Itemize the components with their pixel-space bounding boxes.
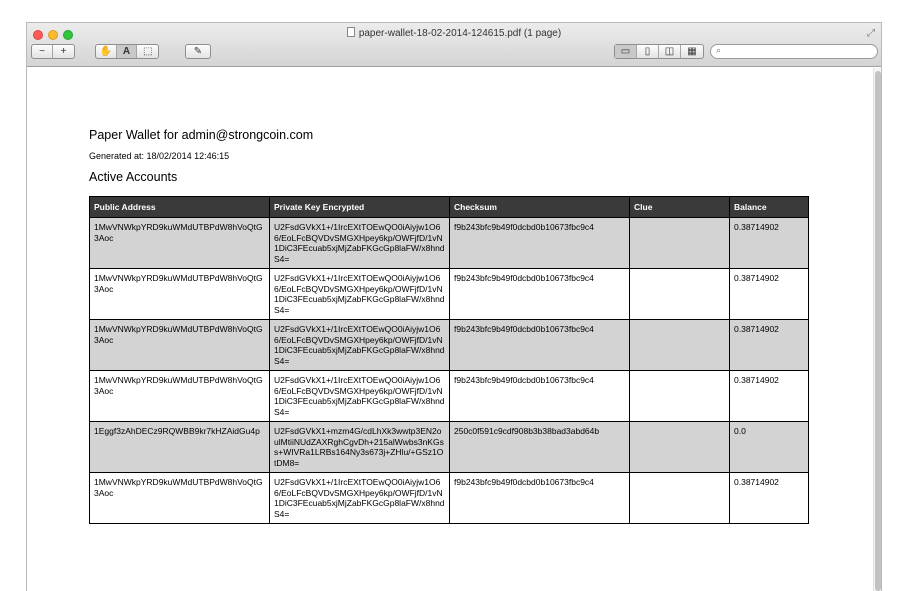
cell-clue — [630, 269, 730, 320]
rect-select-icon: ⬚ — [142, 46, 153, 57]
section-heading: Active Accounts — [89, 170, 178, 184]
vertical-scrollbar[interactable] — [873, 68, 881, 591]
cell-checksum: f9b243bfc9b49f0dcbd0b10673fbc9c4 — [450, 320, 630, 371]
scroll-tool-button[interactable] — [96, 45, 117, 58]
zoom-in-button[interactable] — [53, 45, 74, 58]
table-row — [90, 422, 809, 473]
table-row — [90, 269, 809, 320]
window-title — [27, 27, 881, 39]
column-header-clue: Clue — [630, 197, 730, 218]
scrollbar-thumb[interactable] — [875, 71, 881, 591]
pencil-icon: ✎ — [193, 46, 203, 57]
document-title: Paper Wallet for admin@strongcoin.com — [89, 128, 314, 142]
sidebar-icon: ▯ — [644, 46, 651, 57]
grid-icon: ▦ — [687, 46, 697, 57]
table-row — [90, 371, 809, 422]
cell-private-key: U2FsdGVkX1+/1IrcEXtTOEwQO0iAiyjw1O66/EoLFcBQVDvSMGXHpey6kp/OWFjfD/1vN1DiC3FEcuab5xjMjZabFKGcGp8laFW/x8hndS4= — [270, 269, 450, 320]
table-row — [90, 473, 809, 524]
cell-balance: 0.0 — [730, 422, 809, 473]
cell-checksum: 250c0f591c9cdf908b3b38bad3abd64b — [450, 422, 630, 473]
window-title-text: paper-wallet-18-02-2014-124615.pdf (1 page) — [358, 28, 562, 39]
preview-window — [26, 22, 882, 591]
view-button-group — [614, 44, 704, 59]
single-page-view-button[interactable] — [615, 45, 637, 58]
cell-private-key: U2FsdGVkX1+/1IrcEXtTOEwQO0iAiyjw1O66/EoLFcBQVDvSMGXHpey6kp/OWFjfD/1vN1DiC3FEcuab5xjMjZabFKGcGp8laFW/x8hndS4= — [270, 473, 450, 524]
cell-public-address: 1Eggf3zAhDECz9RQWBB9kr7kHZAidGu4p — [90, 422, 270, 473]
pdf-page — [27, 68, 874, 591]
cell-balance: 0.38714902 — [730, 371, 809, 422]
cell-public-address: 1MwVNWkpYRD9kuWMdUTBPdW8hVoQtG3Aoc — [90, 269, 270, 320]
table-row — [90, 320, 809, 371]
cell-balance: 0.38714902 — [730, 320, 809, 371]
cell-public-address: 1MwVNWkpYRD9kuWMdUTBPdW8hVoQtG3Aoc — [90, 320, 270, 371]
cell-balance: 0.38714902 — [730, 473, 809, 524]
contact-sheet-view-button[interactable] — [681, 45, 703, 58]
table-row — [90, 218, 809, 269]
cell-public-address: 1MwVNWkpYRD9kuWMdUTBPdW8hVoQtG3Aoc — [90, 218, 270, 269]
two-page-view-button[interactable] — [659, 45, 681, 58]
cell-private-key: U2FsdGVkX1+/1IrcEXtTOEwQO0iAiyjw1O66/EoLFcBQVDvSMGXHpey6kp/OWFjfD/1vN1DiC3FEcuab5xjMjZabFKGcGp8laFW/x8hndS4= — [270, 218, 450, 269]
text-select-icon: A — [122, 46, 131, 57]
cell-clue — [630, 371, 730, 422]
cell-checksum: f9b243bfc9b49f0dcbd0b10673fbc9c4 — [450, 269, 630, 320]
generated-timestamp: Generated at: 18/02/2014 12:46:15 — [89, 151, 230, 161]
fullscreen-icon[interactable]: ⤢ — [867, 28, 875, 39]
annotate-button[interactable] — [185, 44, 211, 59]
cell-clue — [630, 422, 730, 473]
cell-checksum: f9b243bfc9b49f0dcbd0b10673fbc9c4 — [450, 371, 630, 422]
search-icon: ⌕ — [716, 45, 722, 55]
accounts-table — [89, 196, 809, 524]
cell-private-key: U2FsdGVkX1+mzm4G/cdLhXk3wwtp3EN2oulMtiiNUdZAXRghCgvDh+215alWwbs3nKGss+WIVRa1LRBs164Ny3s673j+ZHlu/+GSz1OtDM8= — [270, 422, 450, 473]
column-header-checksum: Checksum — [450, 197, 630, 218]
column-header-balance: Balance — [730, 197, 809, 218]
cell-public-address: 1MwVNWkpYRD9kuWMdUTBPdW8hVoQtG3Aoc — [90, 371, 270, 422]
tool-button-group — [95, 44, 159, 59]
cell-clue — [630, 473, 730, 524]
cell-balance: 0.38714902 — [730, 218, 809, 269]
document-icon — [347, 27, 355, 37]
table-header-row — [90, 197, 809, 218]
zoom-out-button[interactable] — [32, 45, 53, 58]
cell-checksum: f9b243bfc9b49f0dcbd0b10673fbc9c4 — [450, 218, 630, 269]
column-header-public-address: Public Address — [90, 197, 270, 218]
cell-public-address: 1MwVNWkpYRD9kuWMdUTBPdW8hVoQtG3Aoc — [90, 473, 270, 524]
single-page-icon: ▭ — [620, 46, 631, 57]
column-header-private-key: Private Key Encrypted — [270, 197, 450, 218]
cell-private-key: U2FsdGVkX1+/1IrcEXtTOEwQO0iAiyjw1O66/EoLFcBQVDvSMGXHpey6kp/OWFjfD/1vN1DiC3FEcuab5xjMjZabFKGcGp8laFW/x8hndS4= — [270, 371, 450, 422]
cell-clue — [630, 320, 730, 371]
hand-icon: ✋ — [99, 46, 113, 57]
zoom-button-group — [31, 44, 75, 59]
zoom-out-icon: − — [39, 46, 45, 57]
sidebar-view-button[interactable] — [637, 45, 659, 58]
search-field[interactable] — [710, 44, 878, 59]
title-bar — [27, 23, 881, 67]
cell-checksum: f9b243bfc9b49f0dcbd0b10673fbc9c4 — [450, 473, 630, 524]
cell-balance: 0.38714902 — [730, 269, 809, 320]
cell-clue — [630, 218, 730, 269]
rect-select-tool-button[interactable] — [137, 45, 158, 58]
zoom-in-icon: + — [60, 46, 67, 57]
cell-private-key: U2FsdGVkX1+/1IrcEXtTOEwQO0iAiyjw1O66/EoLFcBQVDvSMGXHpey6kp/OWFjfD/1vN1DiC3FEcuab5xjMjZabFKGcGp8laFW/x8hndS4= — [270, 320, 450, 371]
two-page-icon: ◫ — [664, 46, 675, 57]
text-select-tool-button[interactable] — [117, 45, 138, 58]
